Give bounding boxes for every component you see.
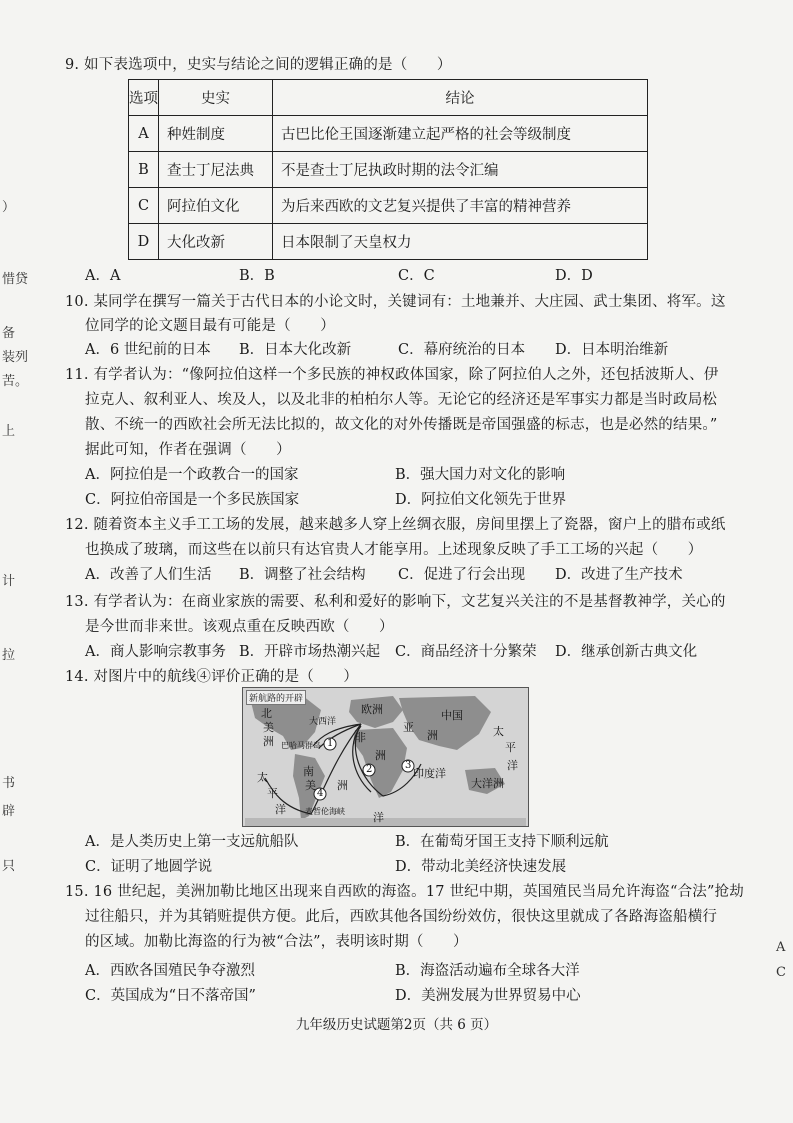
route-number: 4 <box>317 788 324 799</box>
question-15-stem: 过往船只，并为其销赃提供方便。此后，西欧其他各国纷纷效仿，很快这里就成了各路海盗船横行 <box>85 909 718 925</box>
table-cell: C <box>129 188 159 224</box>
margin-text: 备 <box>2 326 16 341</box>
question-9-table <box>128 79 648 260</box>
question-10-option-c[interactable]: C．幕府统治的日本 <box>398 342 526 358</box>
margin-text: 计 <box>2 574 16 589</box>
map-label: 平 <box>505 741 516 754</box>
map-label: 太 <box>257 771 268 784</box>
margin-text: ） <box>2 200 16 215</box>
map-label: 大西洋 <box>309 717 337 727</box>
question-11-stem: 散、不统一的西欧社会所无法比拟的，故文化的对外传播既是帝国强盛的标志，也是必然的结果。” <box>85 417 718 433</box>
question-11-option-a[interactable]: A．阿拉伯是一个政教合一的国家 <box>85 467 299 483</box>
question-12-option-d[interactable]: D．改进了生产技术 <box>555 567 683 583</box>
map-label: 欧洲 <box>361 703 383 716</box>
question-14-option-a[interactable]: A．是人类历史上第一支远航船队 <box>85 834 299 850</box>
map-label: 美 <box>305 779 316 792</box>
question-10-option-a[interactable]: A．6 世纪前的日本 <box>85 342 211 358</box>
question-13-option-a[interactable]: A．商人影响宗教事务 <box>85 644 226 660</box>
map-label: 洋 <box>507 759 518 772</box>
question-12-option-a[interactable]: A．改善了人们生活 <box>85 567 212 583</box>
map-label: 非 <box>355 731 366 744</box>
map-label: 麦哲伦海峡 <box>305 807 345 816</box>
table-header-cell: 结论 <box>273 80 648 116</box>
table-cell: 种姓制度 <box>159 116 273 152</box>
question-9-option-b[interactable]: B．B <box>239 268 275 284</box>
table-header-cell: 史实 <box>159 80 273 116</box>
map-label: 印度洋 <box>413 767 446 780</box>
table-row <box>129 116 648 152</box>
margin-text: 只 <box>2 859 16 874</box>
question-15-option-b[interactable]: B．海盗活动遍布全球各大洋 <box>395 963 580 979</box>
question-14-option-d[interactable]: D．带动北美经济快速发展 <box>395 859 567 875</box>
map-label: 南 <box>303 765 314 778</box>
table-header-cell: 选项 <box>129 80 159 116</box>
map-title: 新航路的开辟 <box>246 690 306 705</box>
question-15-stem: 的区域。加勒比海盗的行为被“合法”，表明该时期（ ） <box>85 934 468 950</box>
table-cell: 不是查士丁尼执政时期的法令汇编 <box>273 152 648 188</box>
question-12-stem: 12. 随着资本主义手工工场的发展，越来越多人穿上丝绸衣服，房间里摆上了瓷器，窗户上的腊布或纸 <box>65 517 726 533</box>
table-cell: A <box>129 116 159 152</box>
question-10-stem: 10. 某同学在撰写一篇关于古代日本的小论文时，关键词有：土地兼并、大庄园、武士集团、将军。这 <box>65 294 726 310</box>
page-footer: 九年级历史试题第2页（共 6 页） <box>295 1017 498 1033</box>
map-label: 洲 <box>427 729 438 742</box>
margin-text: 拉 <box>2 648 16 663</box>
map-label: 平 <box>267 787 278 800</box>
question-14-option-b[interactable]: B．在葡萄牙国王支持下顺利远航 <box>395 834 609 850</box>
question-11-option-c[interactable]: C．阿拉伯帝国是一个多民族国家 <box>85 492 300 508</box>
margin-text: 辟 <box>2 804 16 819</box>
map-label: 北 <box>261 707 272 720</box>
table-cell: 大化改新 <box>159 224 273 260</box>
table-cell: B <box>129 152 159 188</box>
question-12-stem: 也换成了玻璃，而这些在以前只有达官贵人才能享用。上述现象反映了手工工场的兴起（ ） <box>85 542 703 558</box>
question-9-option-c[interactable]: C．C <box>398 268 435 284</box>
table-row <box>129 224 648 260</box>
table-header-row <box>129 80 648 116</box>
margin-text: 苦。 <box>2 374 29 389</box>
question-10-option-b[interactable]: B．日本大化改新 <box>239 342 352 358</box>
question-15-option-d[interactable]: D．美洲发展为世界贸易中心 <box>395 988 581 1004</box>
margin-text: C <box>776 965 786 980</box>
table-cell: 日本限制了天皇权力 <box>273 224 648 260</box>
question-9-option-d[interactable]: D．D <box>555 268 593 284</box>
map-label: 中国 <box>441 709 463 722</box>
margin-text: 惜贷 <box>2 272 29 287</box>
table-cell: 古巴比伦王国逐渐建立起严格的社会等级制度 <box>273 116 648 152</box>
question-11-option-d[interactable]: D．阿拉伯文化领先于世界 <box>395 492 567 508</box>
map-label: 洲 <box>337 779 348 792</box>
question-11-stem: 据此可知，作者在强调（ ） <box>85 442 291 458</box>
question-11-stem: 拉克人、叙利亚人、埃及人，以及北非的柏柏尔人等。无论它的经济还是军事实力都是当时政局松 <box>85 392 718 408</box>
map-label: 洲 <box>263 735 274 748</box>
question-13-option-c[interactable]: C．商品经济十分繁荣 <box>395 644 537 660</box>
map-label: 大洋洲 <box>471 777 504 790</box>
route-number: 1 <box>327 738 334 749</box>
map-label: 亚 <box>403 721 414 734</box>
question-13-stem: 13. 有学者认为：在商业家族的需要、私利和爱好的影响下，文艺复兴关注的不是基督教神学，关心的 <box>65 594 726 610</box>
table-row <box>129 152 648 188</box>
table-cell: 为后来西欧的文艺复兴提供了丰富的精神营养 <box>273 188 648 224</box>
table-row <box>129 188 648 224</box>
margin-text: A <box>776 940 786 955</box>
map-label: 洋 <box>275 803 286 816</box>
margin-text: 上 <box>2 424 16 439</box>
question-13-option-d[interactable]: D．继承创新古典文化 <box>555 644 698 660</box>
table-cell: D <box>129 224 159 260</box>
question-15-option-c[interactable]: C．英国成为“日不落帝国” <box>85 988 256 1004</box>
route-number: 3 <box>405 760 412 771</box>
question-12-option-b[interactable]: B．调整了社会结构 <box>239 567 366 583</box>
question-11-stem: 11. 有学者认为：“像阿拉伯这样一个多民族的神权政体国家，除了阿拉伯人之外，还包括波斯人、伊 <box>65 367 719 383</box>
question-11-option-b[interactable]: B．强大国力对文化的影响 <box>395 467 566 483</box>
map-label: 洋 <box>373 811 384 824</box>
map-label: 巴哈马群岛 <box>281 741 321 750</box>
map-label: 美 <box>263 721 274 734</box>
question-13-stem: 是今世而非来世。该观点重在反映西欧（ ） <box>85 619 394 635</box>
question-15-stem: 15. 16 世纪起，美洲加勒比地区出现来自西欧的海盗。17 世纪中期，英国殖民当局允许海盗“合法”抢劫 <box>65 884 745 900</box>
question-12-option-c[interactable]: C．促进了行会出现 <box>398 567 526 583</box>
question-15-option-a[interactable]: A．西欧各国殖民争夺激烈 <box>85 963 255 979</box>
question-10-option-d[interactable]: D．日本明治维新 <box>555 342 669 358</box>
question-9-option-a[interactable]: A．A <box>85 268 121 284</box>
table-cell: 阿拉伯文化 <box>159 188 273 224</box>
map-label: 洲 <box>375 749 386 762</box>
question-14-stem: 14. 对图片中的航线④评价正确的是（ ） <box>65 669 359 685</box>
route-number: 2 <box>366 764 373 775</box>
question-10-stem: 位同学的论文题目最有可能是（ ） <box>85 318 335 334</box>
map-label: 太 <box>493 725 504 738</box>
question-13-option-b[interactable]: B．开辟市场热潮兴起 <box>239 644 381 660</box>
question-14-option-c[interactable]: C．证明了地圆学说 <box>85 859 213 875</box>
margin-text: 书 <box>2 776 16 791</box>
question-9-stem: 9. 如下表选项中，史实与结论之间的逻辑正确的是（ ） <box>65 57 452 73</box>
table-cell: 查士丁尼法典 <box>159 152 273 188</box>
margin-text: 装列 <box>2 350 29 365</box>
new-sea-routes-map <box>242 687 529 827</box>
